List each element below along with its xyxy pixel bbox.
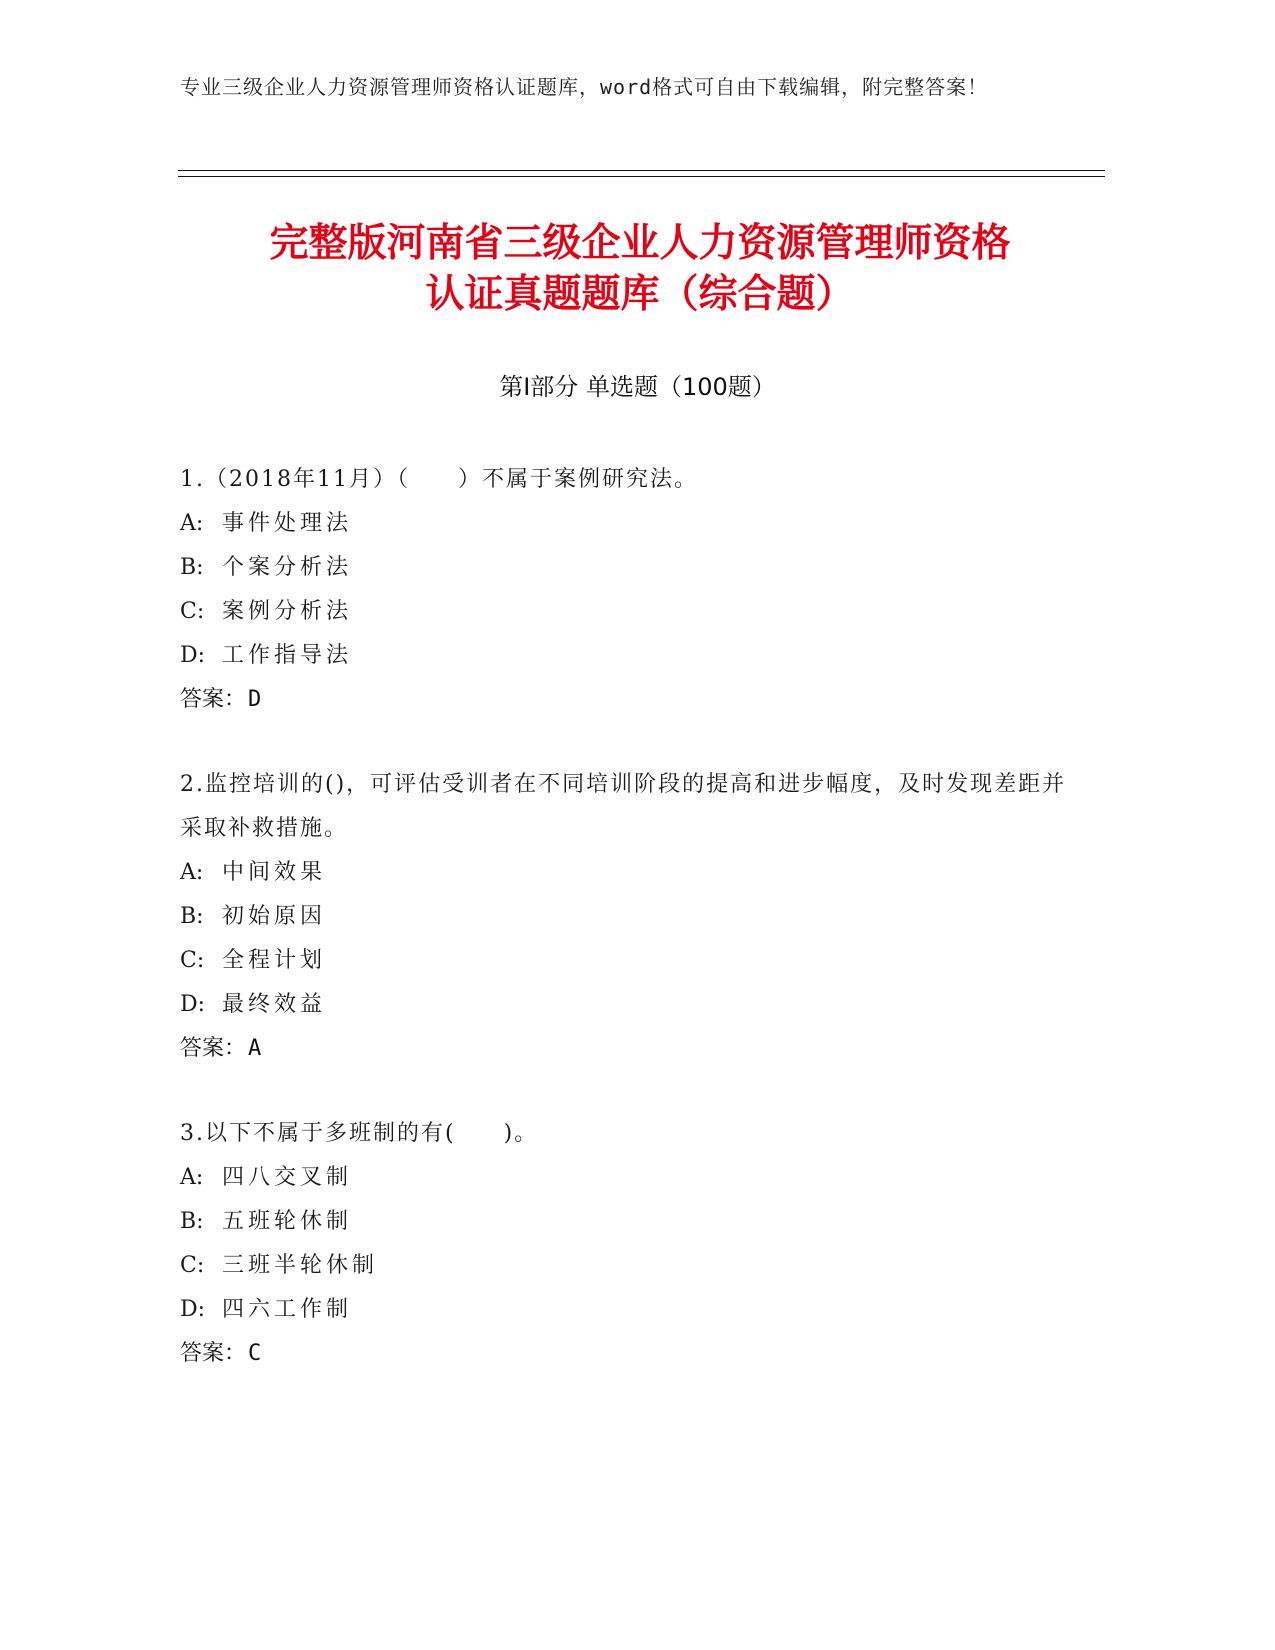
answer-line	[180, 678, 1080, 722]
option-text: 五班轮休制	[222, 1209, 353, 1234]
option-d	[180, 983, 1080, 1027]
option-text: 四八交叉制	[222, 1165, 353, 1190]
document-title	[140, 218, 1140, 320]
answer-label: 答案：	[180, 1341, 247, 1366]
option-text: 三班半轮休制	[222, 1253, 379, 1278]
answer-label: 答案：	[180, 1036, 247, 1061]
question-2	[180, 763, 1080, 1071]
option-b	[180, 1200, 1080, 1244]
document-title-line-1: 完整版河南省三级企业人力资源管理师资格	[269, 221, 1011, 266]
option-text: 个案分析法	[222, 555, 353, 580]
answer-value: A	[248, 1036, 262, 1061]
option-text: 案例分析法	[222, 599, 353, 624]
option-a	[180, 851, 1080, 895]
answer-line	[180, 1027, 1080, 1071]
option-key: C:	[180, 599, 205, 624]
option-d	[180, 634, 1080, 678]
option-text: 四六工作制	[222, 1297, 353, 1322]
option-key: B:	[180, 904, 204, 929]
option-key: A:	[180, 1165, 204, 1190]
option-a	[180, 502, 1080, 546]
option-b	[180, 546, 1080, 590]
option-key: D:	[180, 1297, 206, 1322]
option-text: 初始原因	[222, 904, 327, 929]
question-stem: 2.监控培训的()，可评估受训者在不同培训阶段的提高和进步幅度，及时发现差距并采取补救措施。	[180, 772, 1067, 841]
answer-value: C	[248, 1341, 262, 1366]
option-key: D:	[180, 643, 206, 668]
option-b	[180, 895, 1080, 939]
option-key: C:	[180, 1253, 205, 1278]
question-stem: 3.以下不属于多班制的有( )。	[180, 1121, 539, 1146]
option-key: A:	[180, 860, 204, 885]
option-c	[180, 939, 1080, 983]
question-3	[180, 1112, 1080, 1376]
option-key: B:	[180, 1209, 204, 1234]
option-c	[180, 1244, 1080, 1288]
option-text: 全程计划	[222, 948, 327, 973]
header-rule-top	[178, 170, 1105, 171]
section-title: 第I部分 单选题（100题）	[499, 373, 776, 401]
option-d	[180, 1288, 1080, 1332]
option-a	[180, 1156, 1080, 1200]
answer-label: 答案：	[180, 687, 247, 712]
option-c	[180, 590, 1080, 634]
option-text: 工作指导法	[222, 643, 353, 668]
option-key: D:	[180, 992, 206, 1017]
question-1	[180, 458, 1080, 722]
option-text: 最终效益	[222, 992, 327, 1017]
option-key: C:	[180, 948, 205, 973]
header-rule-bottom	[178, 176, 1105, 177]
answer-line	[180, 1332, 1080, 1376]
option-key: A:	[180, 511, 204, 536]
question-stem: 1.（2018年11月）（ ）不属于案例研究法。	[180, 467, 698, 492]
answer-value: D	[248, 687, 262, 712]
header-note: 专业三级企业人力资源管理师资格认证题库，word格式可自由下载编辑，附完整答案！	[180, 75, 989, 99]
option-key: B:	[180, 555, 204, 580]
option-text: 事件处理法	[222, 511, 353, 536]
option-text: 中间效果	[222, 860, 327, 885]
question-list	[180, 458, 1080, 1417]
document-title-line-2: 认证真题题库（综合题）	[425, 272, 855, 317]
